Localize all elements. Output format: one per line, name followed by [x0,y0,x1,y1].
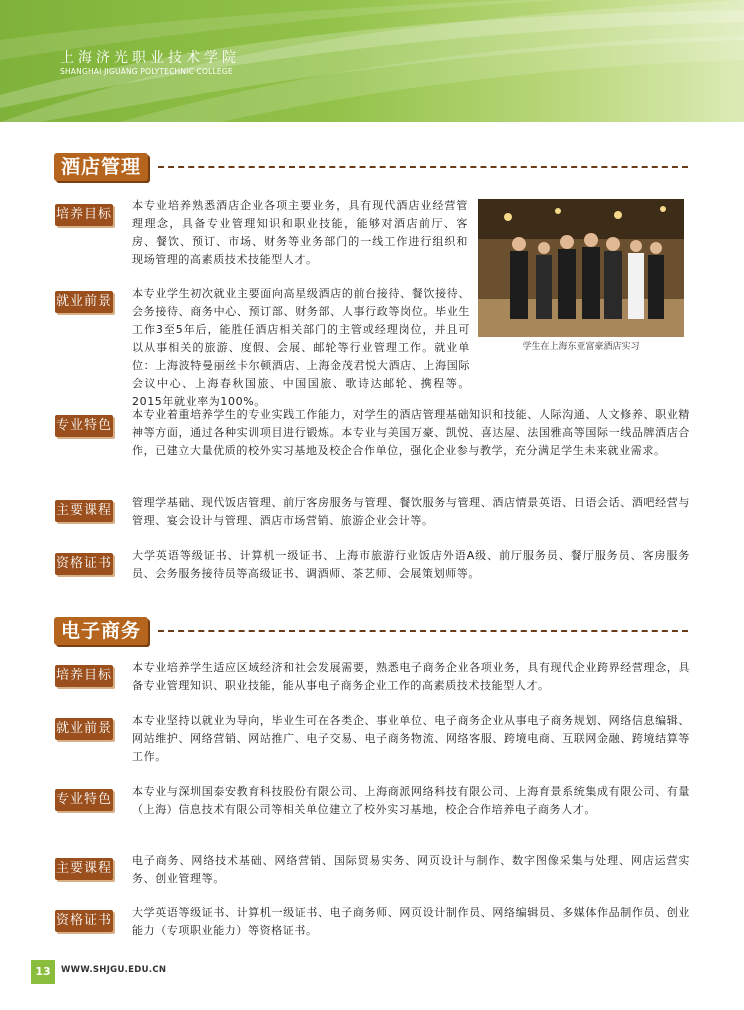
section-title-label: 电子商务 [54,617,148,645]
paragraph-career-prospects [132,285,470,408]
label-certificates-ec: 资格证书 [55,910,113,932]
photo-caption: 学生在上海东亚富豪酒店实习 [522,342,640,352]
page-header [0,0,744,122]
paragraph-training-goal: 本专业培养熟悉酒店企业各项主要业务，具有现代酒店业经营管理理念，具备专业管理知识和职业技能，能够对酒店前厅、客房、餐饮、预订、市场、财务等业务部门的一线工作进行组织和现场管理的高素质技术技能型人才。 [132,199,468,266]
label-program-features-ec: 专业特色 [55,789,113,811]
section-title-hotel-management [54,152,688,182]
label-program-features: 专业特色 [55,415,113,437]
paragraph-program-features-ec: 本专业与深圳国泰安教育科技股份有限公司、上海商派网络科技有限公司、上海育景系统集成有限公司、有量（上海）信息技术有限公司等相关单位建立了校外实习基地，校企合作培养电子商务人才。 [132,785,690,816]
label-career-prospects-ec: 就业前景 [55,718,113,740]
section-divider [158,166,688,168]
page-number: 13 [31,960,55,984]
school-name [60,50,240,77]
school-name-english: SHANGHAI JIGUANG POLYTECHNIC COLLEGE [60,67,233,76]
paragraph-training-goal-ec: 本专业培养学生适应区域经济和社会发展需要，熟悉电子商务企业各项业务，具有现代企业跨界经营理念，具备专业管理知识、职业技能，能从事电子商务企业工作的高素质技术技能型人才。 [132,661,690,692]
label-training-goal: 培养目标 [55,204,113,226]
internship-photo [478,199,684,337]
school-name-chinese: 上海济光职业技术学院 [60,50,240,66]
paragraph-career-prospects-ec: 本专业坚持以就业为导向，毕业生可在各类企、事业单位、电子商务企业从事电子商务规划、网络信息编辑、网站维护、网络营销、网站推广、电子交易、电子商务物流、网络客服、跨境电商、互联网金融、跨境结算等工作。 [132,714,690,763]
label-training-goal-ec: 培养目标 [55,665,113,687]
label-career-prospects: 就业前景 [55,291,113,313]
photo-illustration [478,199,684,337]
label-main-courses: 主要课程 [55,500,113,522]
paragraph-certificates-ec: 大学英语等级证书、计算机一级证书、电子商务师、网页设计制作员、网络编辑员、多媒体作品制作员、创业能力（专项职业能力）等资格证书。 [132,906,690,937]
section-divider [158,630,688,632]
paragraph-program-features: 本专业着重培养学生的专业实践工作能力，对学生的酒店管理基础知识和技能、人际沟通、人文修养、职业精神等方面，通过各种实训项目进行锻炼。本专业与美国万豪、凯悦、喜达屋、法国雅高等国际一线品牌酒店合作，已建立大量优质的校外实习基地及校企合作单位，强化企业参与教学，充分满足学生未来就业需求。 [132,408,690,457]
section-title-label: 酒店管理 [54,153,148,181]
paragraph-main-courses: 管理学基础、现代饭店管理、前厅客房服务与管理、餐饮服务与管理、酒店情景英语、日语会话、酒吧经营与管理、宴会设计与管理、酒店市场营销、旅游企业会计等。 [132,496,690,527]
paragraph-career-prospects-text: 本专业学生初次就业主要面向高星级酒店的前台接待、餐饮接待、会务接待、商务中心、预订部、财务部、人事行政等岗位。毕业生工作3至5年后，能胜任酒店相关部门的主管或经理岗位，并且可以从事相关的旅游、度假、会展、邮轮等行业管理工作。就业单位：上海波特曼丽丝卡尔顿酒店、上海金茂君悦大酒店、上海国际会议中心、上海春秋国旅、中国国旅、歌诗达邮轮、携程等。2015年就业率为100%。 [132,287,470,408]
section-title-e-commerce [54,616,688,646]
website-url[interactable]: WWW.SHJGU.EDU.CN [61,965,167,975]
label-certificates: 资格证书 [55,553,113,575]
paragraph-main-courses-ec: 电子商务、网络技术基础、网络营销、国际贸易实务、网页设计与制作、数字图像采集与处理、网店运营实务、创业管理等。 [132,854,690,885]
label-main-courses-ec: 主要课程 [55,858,113,880]
paragraph-certificates: 大学英语等级证书、计算机一级证书、上海市旅游行业饭店外语A级、前厅服务员、餐厅服务员、客房服务员、会务服务接待员等高级证书、调酒师、茶艺师、会展策划师等。 [132,549,690,580]
